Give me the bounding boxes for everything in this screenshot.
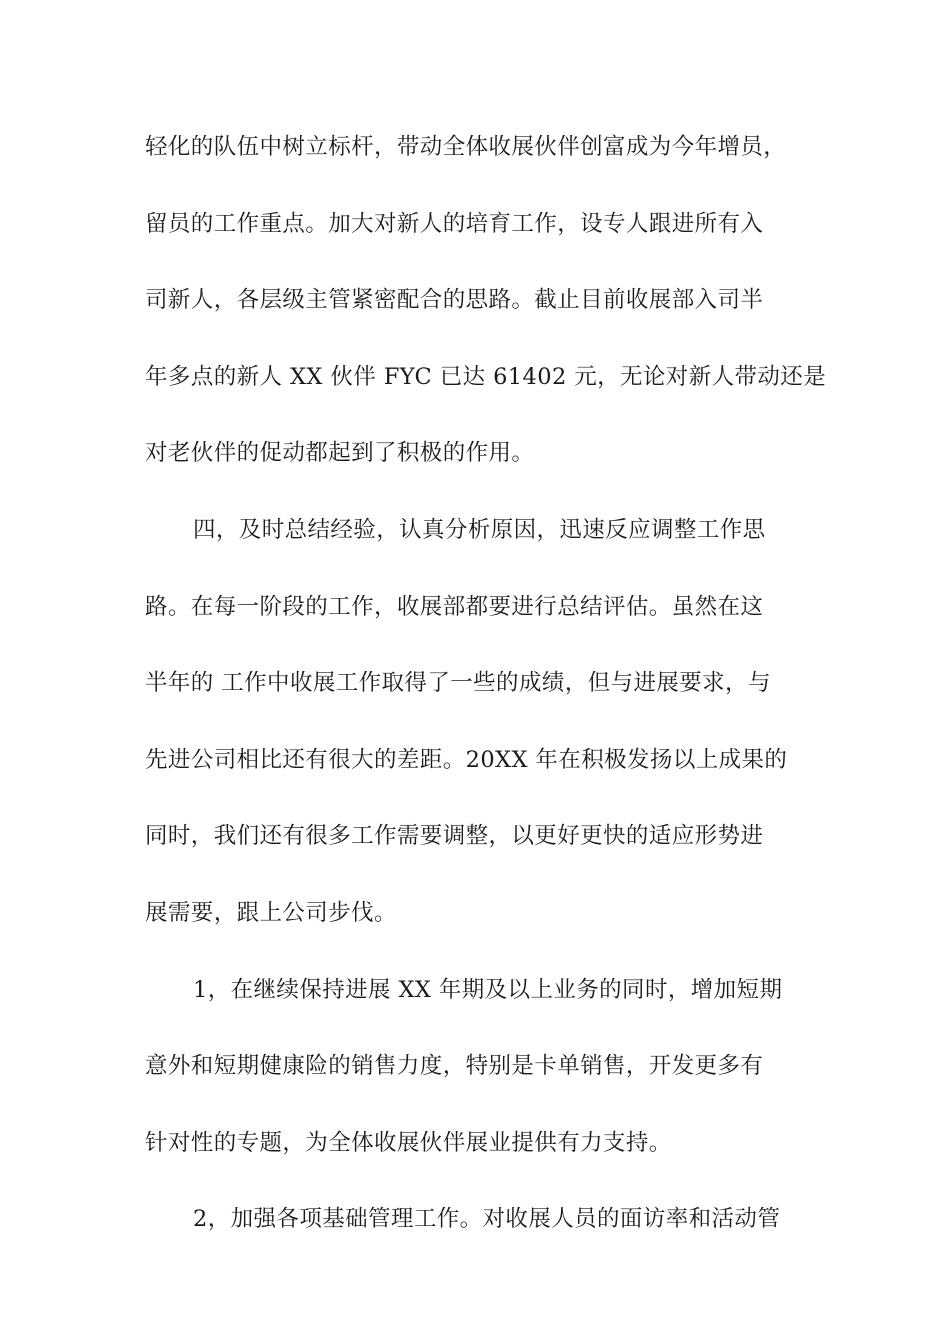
paragraph-start-line: 四，及时总结经验，认真分析原因，迅速反应调整工作思: [193, 516, 766, 543]
text-line: 年多点的新人 XX 伙伴 FYC 已达 61402 元，无论对新人带动还是: [145, 363, 827, 390]
text-line: 路。在每一阶段的工作，收展部都要进行总结评估。虽然在这: [145, 593, 764, 620]
text-line: 针对性的专题，为全体收展伙伴展业提供有力支持。: [145, 1129, 672, 1156]
text-line: 同时，我们还有很多工作需要调整，以更好更快的适应形势进: [145, 823, 764, 850]
paragraph-start-line: 2，加强各项基础管理工作。对收展人员的面访率和活动管: [193, 1206, 781, 1233]
text-line: 对老伙伴的促动都起到了积极的作用。: [145, 440, 535, 467]
text-line: 意外和短期健康险的销售力度，特别是卡单销售，开发更多有: [145, 1053, 764, 1080]
text-line: 留员的工作重点。加大对新人的培育工作，设专人跟进所有入: [145, 210, 764, 237]
body-text: [145, 125, 827, 1274]
text-line: 司新人，各层级主管紧密配合的思路。截止目前收展部入司半: [145, 287, 764, 314]
paragraph-start-line: 1，在继续保持进展 XX 年期及以上业务的同时，增加短期: [193, 976, 783, 1003]
text-line: 先进公司相比还有很大的差距。20XX 年在积极发扬以上成果的: [145, 746, 788, 773]
text-line: 展需要，跟上公司步伐。: [145, 899, 397, 926]
text-line: 轻化的队伍中树立标杆，带动全体收展伙伴创富成为今年增员，: [145, 134, 787, 160]
text-line: 半年的 工作中收展工作取得了一些的成绩，但与进展要求，与: [145, 670, 771, 697]
